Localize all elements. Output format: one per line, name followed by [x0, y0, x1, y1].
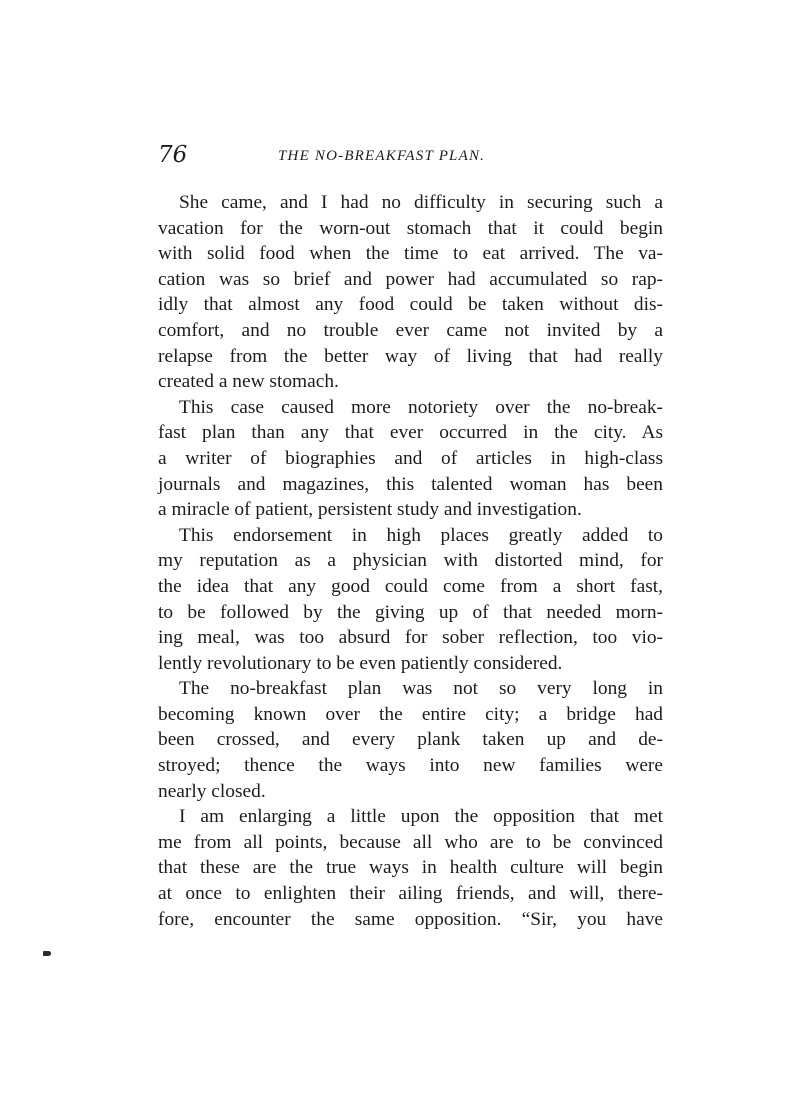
running-head [158, 140, 663, 170]
text-line: comfort, and no trouble ever came not invited by a [158, 319, 663, 341]
text-line: stroyed; thence the ways into new families were [158, 755, 663, 777]
text-line: relapse from the better way of living that had really [158, 345, 663, 367]
running-title: THE NO-BREAKFAST PLAN. [278, 148, 486, 164]
text-line: the idea that any good could come from a short fast, [158, 575, 663, 597]
text-line: This endorsement in high places greatly added to [179, 524, 663, 546]
text-line: with solid food when the time to eat arrived. The va- [158, 243, 663, 265]
text-line: ing meal, was too absurd for sober reflection, too vio- [158, 627, 663, 649]
text-line: created a new stomach. [158, 371, 339, 393]
text-line: becoming known over the entire city; a bridge had [158, 703, 663, 725]
body-text [158, 190, 663, 932]
margin-ink-mark [43, 951, 51, 956]
text-line: my reputation as a physician with distorted mind, for [158, 550, 663, 572]
text-line: fast plan than any that ever occurred in the city. As [158, 422, 663, 444]
text-line: to be followed by the giving up of that needed morn- [158, 601, 663, 623]
text-line: I am enlarging a little upon the opposition that met [179, 806, 663, 828]
text-line: vacation for the worn-out stomach that it could begin [158, 217, 663, 239]
text-line: idly that almost any food could be taken without dis- [158, 294, 663, 316]
text-line: at once to enlighten their ailing friends, and will, there- [158, 883, 663, 905]
page-number: 76 [158, 142, 188, 168]
text-line: a miracle of patient, persistent study and investigation. [158, 499, 582, 521]
text-line: She came, and I had no difficulty in securing such a [179, 192, 663, 213]
text-line: fore, encounter the same opposition. “Sir, you have [158, 908, 663, 930]
text-line: a writer of biographies and of articles in high-class [158, 447, 663, 469]
text-line: cation was so brief and power had accumulated so rap- [158, 268, 663, 290]
text-line: nearly closed. [158, 780, 266, 802]
text-line: journals and magazines, this talented woman has been [158, 473, 663, 495]
text-line: been crossed, and every plank taken up and de- [158, 729, 663, 751]
text-line: The no-breakfast plan was not so very long in [179, 678, 663, 700]
text-line: lently revolutionary to be even patiently considered. [158, 652, 563, 674]
text-line: me from all points, because all who are to be convinced [158, 831, 663, 853]
text-line: that these are the true ways in health culture will begin [158, 857, 663, 879]
text-line: This case caused more notoriety over the no-break- [179, 396, 663, 418]
